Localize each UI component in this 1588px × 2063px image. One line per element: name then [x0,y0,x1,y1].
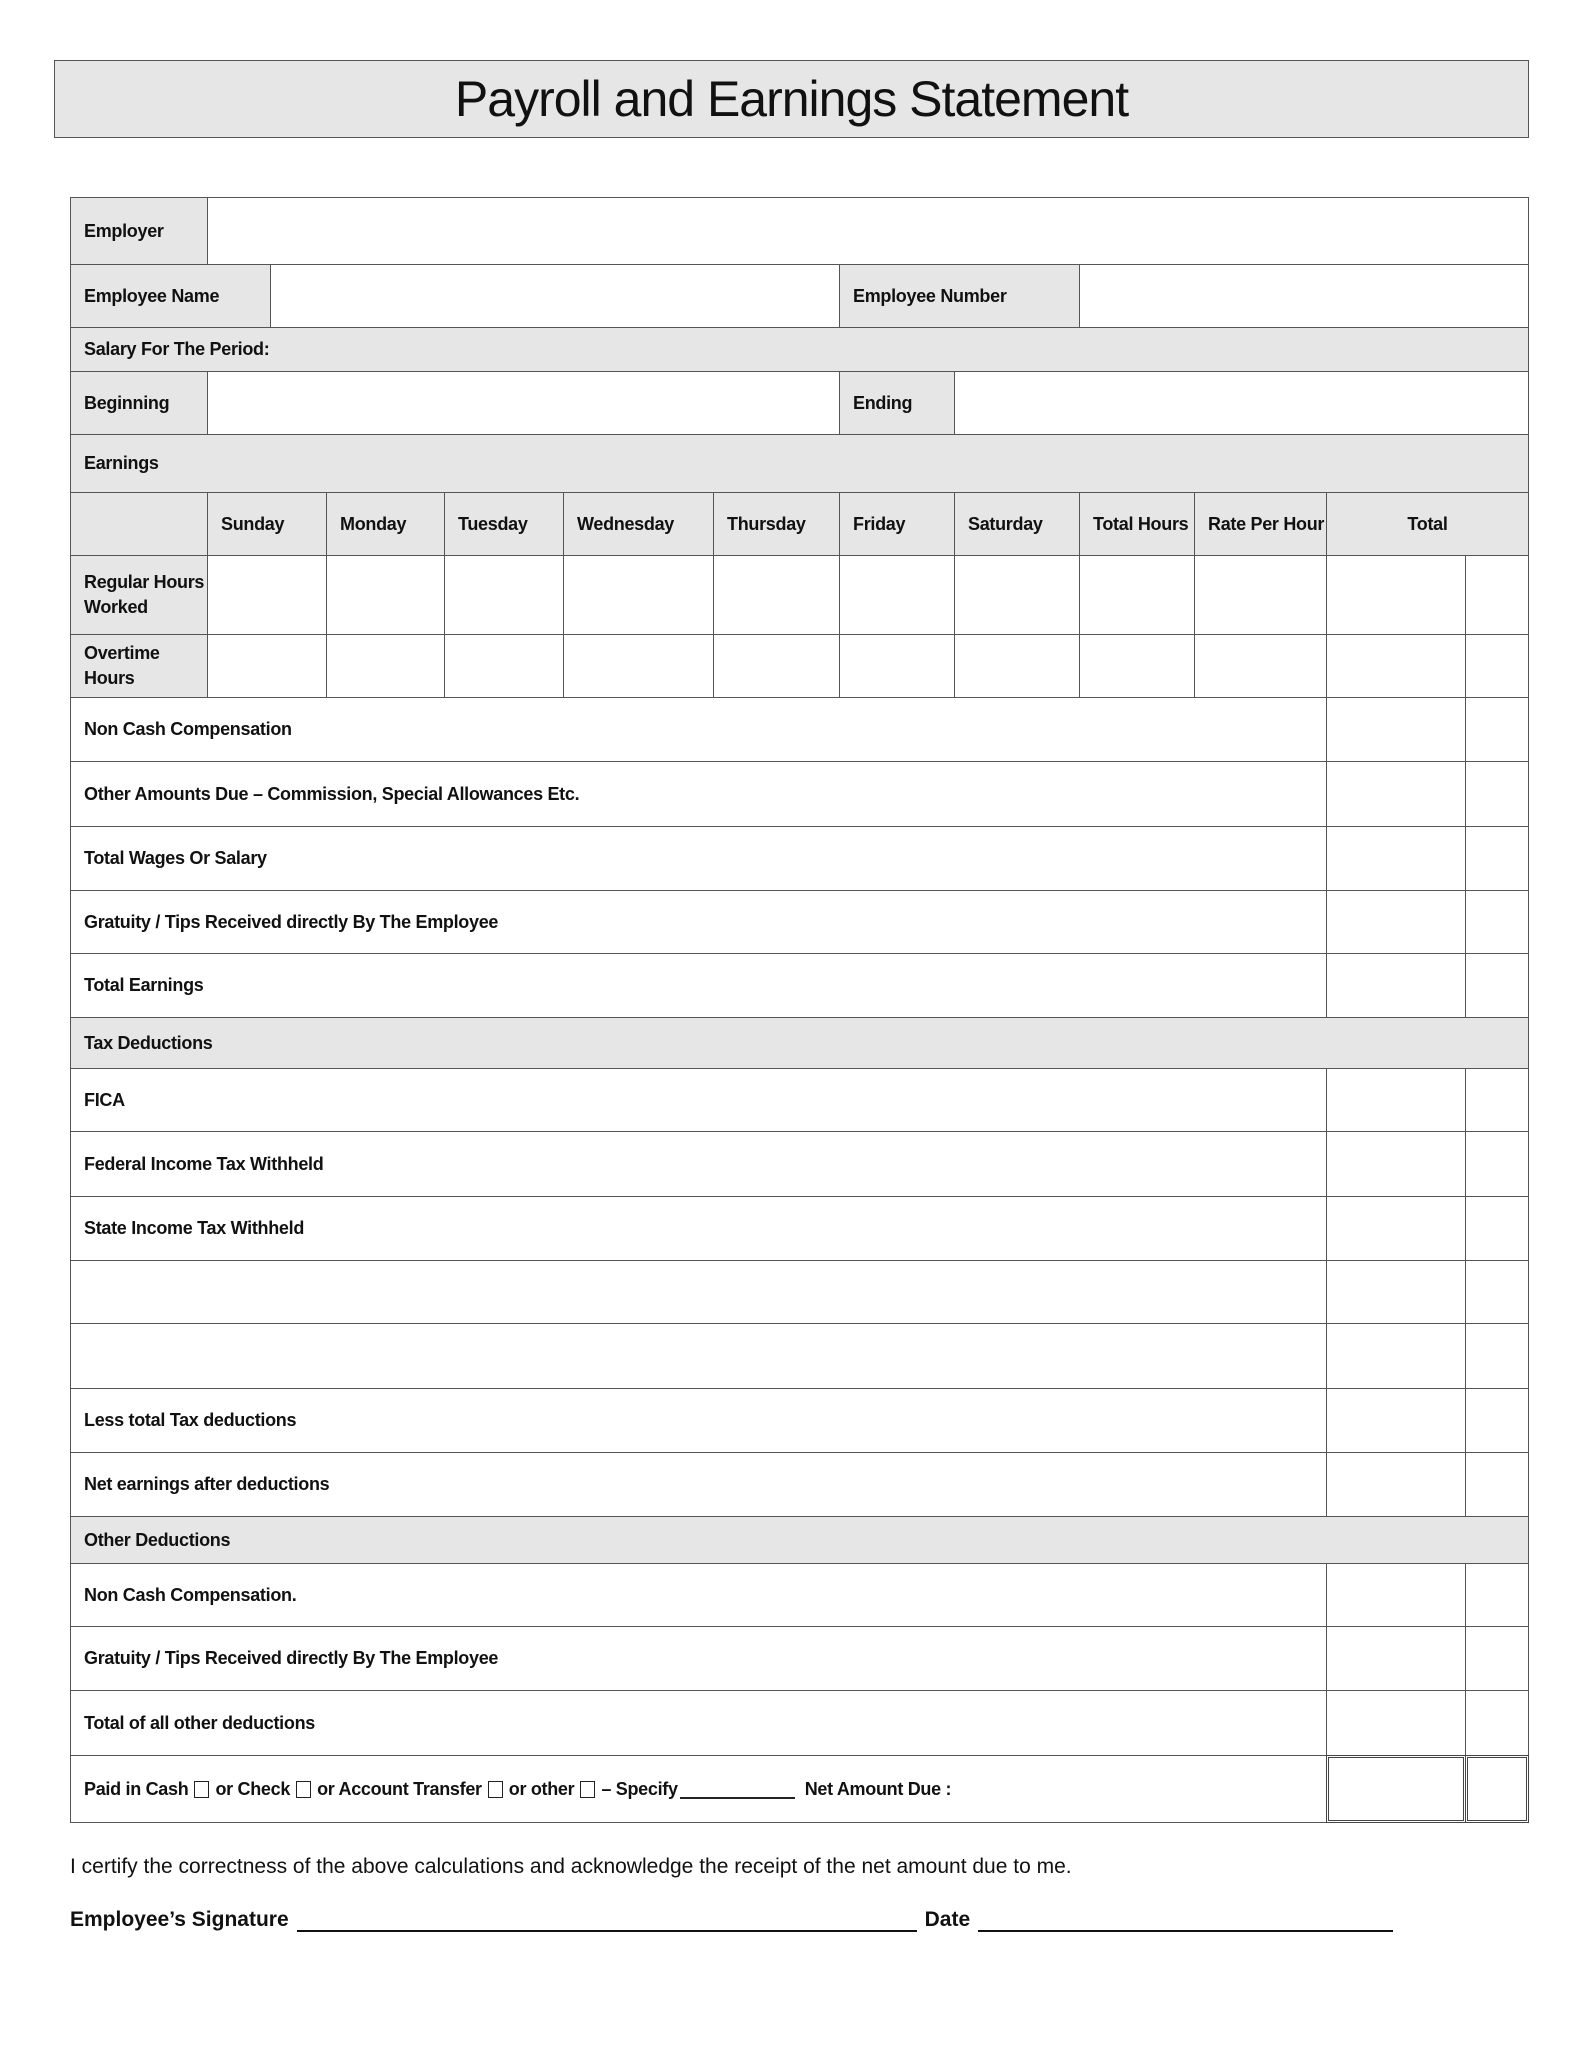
transfer-checkbox[interactable] [488,1781,503,1798]
check-label: or Check [215,1778,291,1799]
signature-row [70,1908,1401,1932]
column-header-text: Monday [340,513,407,534]
amount-cents-cell[interactable] [1465,1626,1529,1691]
salary-period-header [70,327,1529,372]
earnings-header [70,434,1529,493]
amount-cents-cell[interactable] [1465,1388,1529,1453]
ending-label [839,371,955,435]
paid-cash-label: Paid in Cash [84,1778,189,1799]
hour-input-cell[interactable] [1194,555,1327,635]
column-header-text: Wednesday [577,513,675,534]
amount-dollars-cell[interactable] [1326,697,1466,762]
tax-row-text: Federal Income Tax Withheld [84,1153,324,1174]
amount-cents-cell[interactable] [1465,1690,1529,1756]
hour-row-label-text: Regular Hours Worked [84,572,205,617]
hour-input-cell[interactable] [326,634,445,698]
column-header-text: Sunday [221,513,285,534]
amount-cents-cell[interactable] [1465,826,1529,891]
certification-text: I certify the correctness of the above calculations and acknowledge the receipt of the net amount due to me. [70,1855,1072,1878]
tax-row-text: Less total Tax deductions [84,1410,297,1430]
earnings-row [70,761,1327,827]
transfer-label: or Account Transfer [317,1778,482,1799]
amount-dollars-cell[interactable] [1326,953,1466,1018]
amount-cents-cell[interactable] [1465,890,1529,954]
amount-cents-cell[interactable] [1465,761,1529,827]
signature-field[interactable] [297,1908,917,1932]
other-deduction-row-text: Total of all other deductions [84,1712,315,1733]
amount-dollars-cell[interactable] [1326,1260,1466,1324]
amount-dollars-cell[interactable] [1326,1323,1466,1389]
salary-period-header-text: Salary For The Period: [84,339,270,359]
column-header [207,492,327,556]
tax-row-text: Net earnings after deductions [84,1474,330,1494]
other-checkbox[interactable] [580,1781,595,1798]
column-header-text: Saturday [968,513,1043,534]
amount-cents-cell[interactable] [1465,1323,1529,1389]
net-amount-label: Net Amount Due : [804,1778,952,1799]
amount-dollars-cell[interactable] [1326,1131,1466,1197]
column-header-text: Total Hours [1093,513,1189,534]
amount-cents-cell[interactable] [1465,1260,1529,1324]
date-field[interactable] [978,1908,1393,1932]
employee-name-field[interactable] [270,264,840,328]
tax-row [70,1196,1327,1261]
employee-name-label-text: Employee Name [84,285,220,306]
amount-dollars-cell[interactable] [1326,1196,1466,1261]
column-header [1194,492,1327,556]
hour-input-cell[interactable] [1079,555,1195,635]
amount-cents-cell[interactable] [1465,1563,1529,1627]
amount-dollars-cell[interactable] [1326,890,1466,954]
employer-field[interactable] [207,197,1529,265]
earnings-row-text: Other Amounts Due – Commission, Special Allowances Etc. [84,783,580,804]
other-deduction-row-text: Non Cash Compensation. [84,1584,297,1605]
beginning-label [70,371,208,435]
column-header-text: Rate Per Hour [1208,513,1325,534]
beginning-field[interactable] [207,371,840,435]
hour-input-cell[interactable] [954,555,1080,635]
column-header-total-text: Total [1407,513,1448,534]
column-header [839,492,955,556]
earnings-row-text: Gratuity / Tips Received directly By The Employee [84,911,499,932]
amount-cents-cell[interactable] [1465,953,1529,1018]
hour-input-cell[interactable] [1326,634,1466,698]
hour-input-cell[interactable] [563,555,714,635]
tax-deductions-header-text: Tax Deductions [84,1032,213,1053]
other-deductions-header [70,1516,1529,1564]
ending-field[interactable] [954,371,1529,435]
employer-label [70,197,208,265]
employee-number-field[interactable] [1079,264,1529,328]
hour-input-cell[interactable] [1326,555,1466,635]
other-deduction-row-text: Gratuity / Tips Received directly By The Employee [84,1648,499,1668]
other-deductions-header-text: Other Deductions [84,1529,231,1550]
amount-cents-cell[interactable] [1465,1068,1529,1132]
earnings-row [70,826,1327,891]
amount-dollars-cell[interactable] [1326,1388,1466,1453]
payment-method-row [70,1755,1327,1823]
amount-cents-cell[interactable] [1465,1131,1529,1197]
hour-input-cell[interactable] [1465,634,1529,698]
column-header-total [1326,492,1529,556]
tax-row [70,1068,1327,1132]
corner-cell [70,492,208,556]
hour-input-cell[interactable] [713,634,840,698]
amount-dollars-cell[interactable] [1326,1690,1466,1756]
other-label: or other [508,1778,575,1799]
column-header [563,492,714,556]
earnings-row [70,697,1327,762]
hour-input-cell[interactable] [207,555,327,635]
column-header-text: Friday [853,513,906,534]
column-header [1079,492,1195,556]
hour-row-label [70,555,208,635]
earnings-row-text: Total Earnings [84,975,204,995]
hour-input-cell[interactable] [954,634,1080,698]
hour-input-cell[interactable] [563,634,714,698]
hour-input-cell[interactable] [444,555,564,635]
tax-row-text: FICA [84,1089,125,1110]
hour-input-cell[interactable] [1194,634,1327,698]
amount-dollars-cell[interactable] [1326,1452,1466,1517]
specify-field[interactable] [680,1779,795,1799]
tax-row [70,1323,1327,1389]
hour-input-cell[interactable] [1079,634,1195,698]
tax-row [70,1452,1327,1517]
hour-input-cell[interactable] [207,634,327,698]
hour-row-label [70,634,208,698]
date-label: Date [924,1908,971,1931]
other-deduction-row [70,1626,1327,1691]
hour-input-cell[interactable] [839,555,955,635]
hour-input-cell[interactable] [839,634,955,698]
hour-row-label-text: Overtime Hours [84,643,160,688]
amount-dollars-cell[interactable] [1326,1626,1466,1691]
amount-dollars-cell[interactable] [1326,1563,1466,1627]
amount-dollars-cell[interactable] [1326,761,1466,827]
signature-label: Employee’s Signature [70,1908,289,1931]
column-header [326,492,445,556]
hour-input-cell[interactable] [326,555,445,635]
hour-input-cell[interactable] [713,555,840,635]
specify-label: – Specify [601,1778,678,1799]
hour-input-cell[interactable] [444,634,564,698]
net-amount-dollars-cell[interactable] [1326,1755,1466,1823]
beginning-label-text: Beginning [84,392,170,413]
other-deduction-row [70,1690,1327,1756]
amount-cents-cell[interactable] [1465,1196,1529,1261]
employee-number-label-text: Employee Number [853,285,1007,306]
other-deduction-row [70,1563,1327,1627]
tax-row [70,1131,1327,1197]
amount-dollars-cell[interactable] [1326,1068,1466,1132]
earnings-row-text: Total Wages Or Salary [84,848,267,868]
tax-row [70,1260,1327,1324]
column-header-text: Thursday [727,513,806,534]
cash-checkbox[interactable] [194,1781,209,1798]
amount-cents-cell[interactable] [1465,697,1529,762]
column-header [954,492,1080,556]
tax-row-text: State Income Tax Withheld [84,1218,305,1238]
ending-label-text: Ending [853,392,913,413]
amount-cents-cell[interactable] [1465,1452,1529,1517]
earnings-row [70,890,1327,954]
net-amount-cents-cell[interactable] [1465,1755,1529,1823]
column-header [444,492,564,556]
tax-deductions-header [70,1017,1529,1069]
column-header [713,492,840,556]
check-checkbox[interactable] [296,1781,311,1798]
page-title: Payroll and Earnings Statement [54,60,1529,138]
earnings-row-text: Non Cash Compensation [84,719,292,739]
employer-label-text: Employer [84,220,164,241]
earnings-header-text: Earnings [84,453,159,473]
earnings-row [70,953,1327,1018]
employee-name-label [70,264,271,328]
hour-input-cell[interactable] [1465,555,1529,635]
amount-dollars-cell[interactable] [1326,826,1466,891]
employee-number-label [839,264,1080,328]
column-header-text: Tuesday [458,513,528,534]
tax-row [70,1388,1327,1453]
